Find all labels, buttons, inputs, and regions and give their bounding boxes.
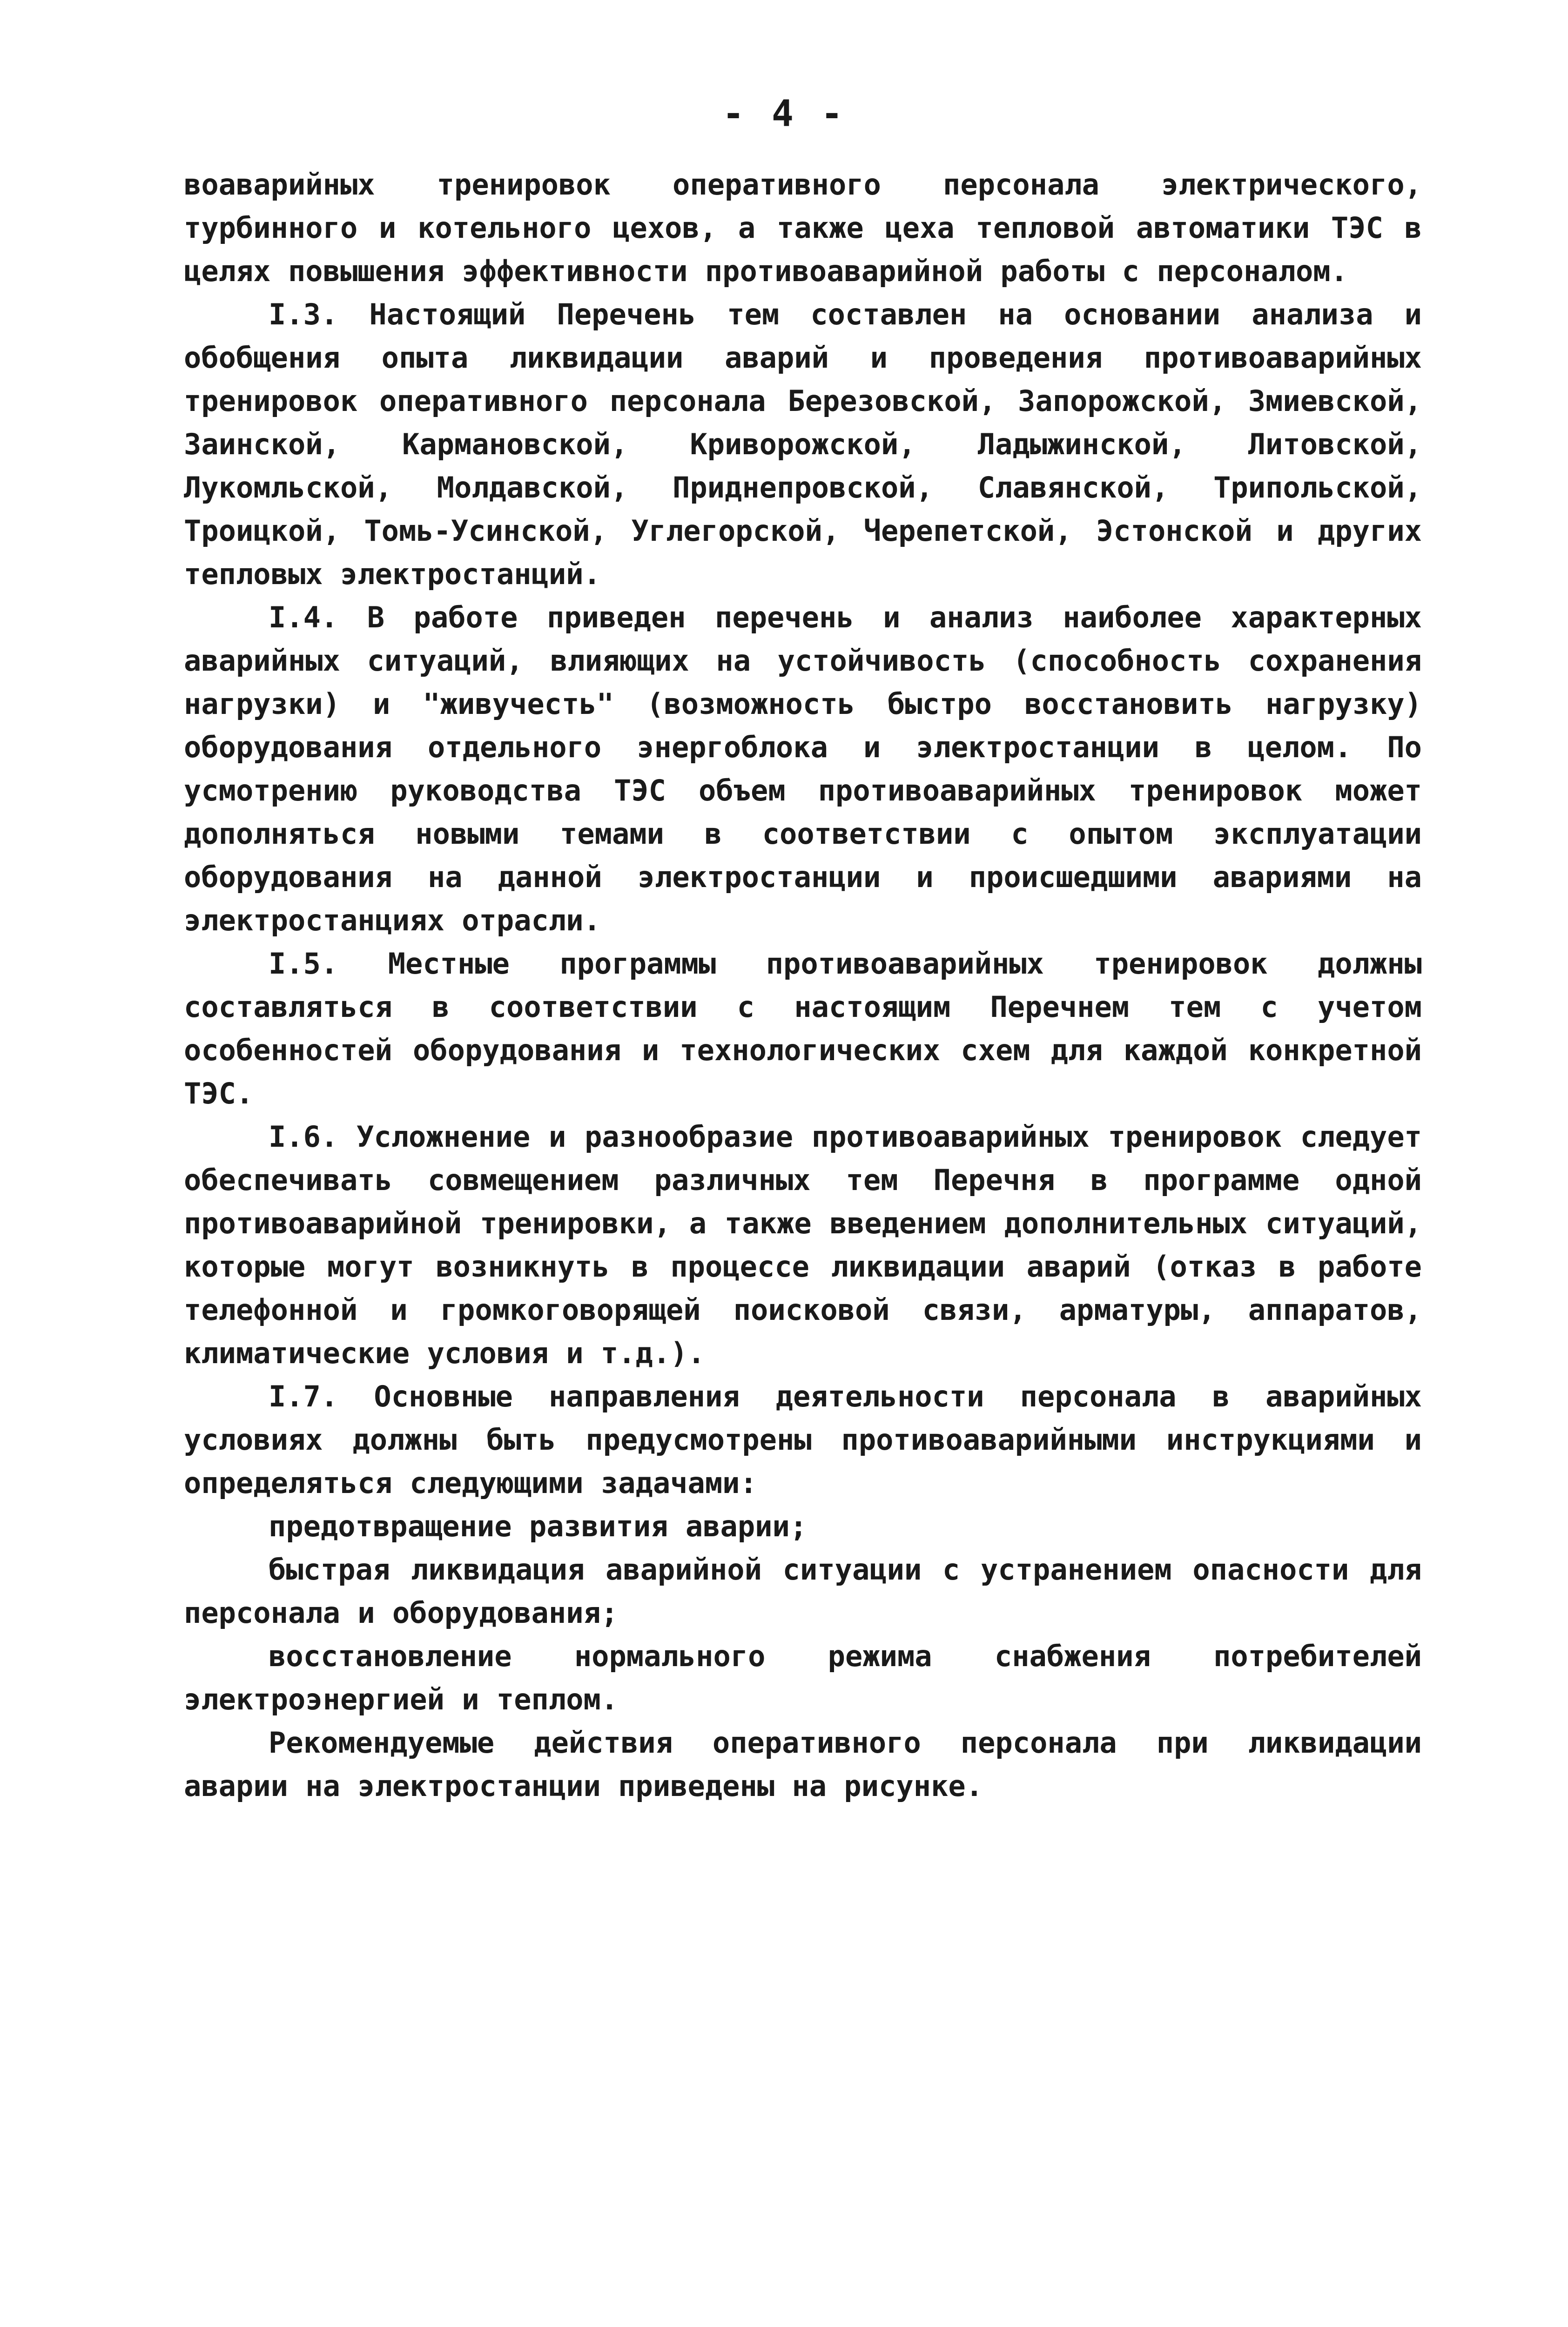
paragraph-1-5: I.5. Местные программы противоаварийных тренировок должны составляться в соответствии с настоящим Перечнем тем с учетом особенностей оборудования и технологических схем для каждой конкретной ТЭС.: [184, 947, 1422, 1110]
paragraph-1-4: I.4. В работе приведен перечень и анализ наиболее характерных аварийных ситуаций, влияющих на устойчивость (способность сохранения нагрузки) и "живучесть" (возможность быстро восстановить нагрузку) оборудования отдельного энергоблока и электростанции в целом. По усмотрению руководства ТЭС объем противоаварийных тренировок может дополняться новыми темами в соответствии с опытом эксплуатации оборудования на данной электростанции и происшедшими авариями на электростанциях отрасли.: [184, 600, 1422, 937]
task-item: предотвращение развития аварии;: [269, 1509, 808, 1543]
task-item: быстрая ликвидация аварийной ситуации с устранением опасности для персонала и оборудования;: [184, 1553, 1422, 1630]
task-item: восстановление нормального режима снабжения потребителей электроэнергией и теплом.: [184, 1639, 1422, 1716]
page-number: - 4 -: [722, 93, 846, 135]
paragraph-1-6: I.6. Усложнение и разнообразие противоаварийных тренировок следует обеспечивать совмещением различных тем Перечня в программе одной противоаварийной тренировки, а также введением дополнительных ситуаций, которые могут возникнуть в процессе ликвидации аварий (отказ в работе телефонной и громкоговорящей поисковой связи, арматуры, аппаратов, климатические условия и т.д.).: [184, 1120, 1422, 1370]
paragraph-recommended-actions: Рекомендуемые действия оперативного персонала при ликвидации аварии на электростанции приведены на рисунке.: [184, 1726, 1422, 1803]
paragraph-1-7: I.7. Основные направления деятельности персонала в аварийных условиях должны быть предусмотрены противоаварийными инструкциями и определяться следующими задачами:: [184, 1379, 1422, 1500]
paragraph-intro-continuation: воаварийных тренировок оперативного персонала электрического, турбинного и котельного цехов, а также цеха тепловой автоматики ТЭС в целях повышения эффективности противоаварийной работы с персоналом.: [184, 168, 1422, 288]
paragraph-1-3: I.3. Настоящий Перечень тем составлен на основании анализа и обобщения опыта ликвидации аварий и проведения противоаварийных тренировок оперативного персонала Березовской, Запорожской, Змиевской, Заинской, Кармановской, Криворожской, Ладыжинской, Литовской, Лукомльской, Молдавской, Приднепровской, Славянской, Трипольской, Троицкой, Томь-Усинской, Углегорской, Черепетской, Эстонской и других тепловых электростанций.: [184, 297, 1422, 591]
body-text: [184, 163, 1422, 1808]
